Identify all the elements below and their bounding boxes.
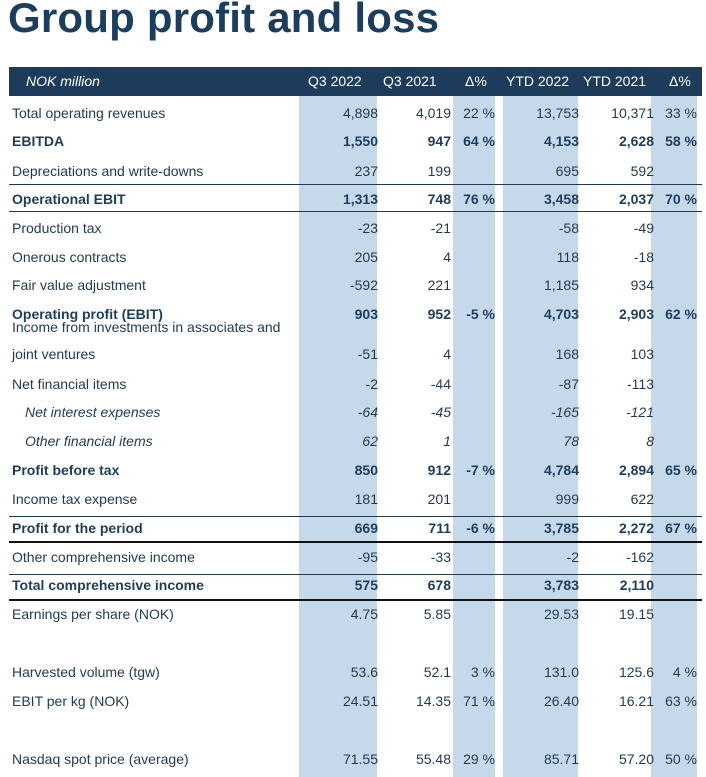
row-value: 70 % [665, 191, 697, 207]
row-label: Total operating revenues [12, 105, 166, 121]
row-value: 669 [354, 520, 378, 536]
row-value: 16.21 [618, 693, 654, 709]
row-label: Income tax expense [12, 491, 138, 507]
row-value: 3 % [470, 664, 495, 680]
table-header [9, 67, 702, 96]
divider [9, 516, 702, 517]
row-value: 10,371 [611, 105, 654, 121]
row-value: 4 [443, 346, 451, 362]
header-ytd-2021: YTD 2021 [583, 73, 647, 89]
row-label: Other comprehensive income [12, 549, 195, 565]
divider [9, 541, 702, 543]
row-value: -5 % [466, 306, 495, 322]
header-q3-2022: Q3 2022 [308, 73, 362, 89]
row-value: 205 [354, 249, 378, 265]
row-value: 4 [443, 249, 451, 265]
row-label: Onerous contracts [12, 249, 127, 265]
row-value: 29.53 [543, 606, 579, 622]
row-value: 1 [443, 433, 451, 449]
row-value: 1,185 [543, 277, 579, 293]
page-title: Group profit and loss [8, 0, 440, 41]
row-value: 748 [427, 191, 451, 207]
row-value: 14.35 [415, 693, 451, 709]
row-value: 2,894 [618, 462, 654, 478]
divider [9, 574, 702, 575]
row-value: 57.20 [618, 751, 654, 767]
row-value: -51 [357, 346, 378, 362]
row-value: -592 [349, 277, 378, 293]
row-value: 4,153 [543, 133, 579, 149]
row-label: EBIT per kg (NOK) [12, 693, 130, 709]
row-value: 118 [556, 249, 579, 265]
row-value: 4 % [672, 664, 697, 680]
header-delta-q3: Δ% [465, 73, 487, 89]
row-value: 22 % [463, 105, 495, 121]
row-value: 622 [630, 491, 654, 507]
row-label: Operating profit (EBIT) [12, 306, 163, 322]
row-value: 64 % [463, 133, 495, 149]
row-value: 2,037 [618, 191, 654, 207]
row-value: 912 [427, 462, 451, 478]
row-value: 71.55 [342, 751, 378, 767]
header-q3-2021: Q3 2021 [383, 73, 437, 89]
row-label: Other financial items [25, 433, 153, 449]
row-value: 19.15 [618, 606, 654, 622]
row-value: 168 [555, 346, 579, 362]
row-value: -162 [625, 549, 654, 565]
row-value: 78 [563, 433, 579, 449]
row-value: 695 [555, 163, 579, 179]
row-value: 201 [427, 491, 451, 507]
divider [9, 211, 702, 212]
row-label: Total comprehensive income [12, 577, 204, 593]
row-value: 237 [354, 163, 378, 179]
row-value: -44 [430, 376, 451, 392]
row-value: -87 [558, 376, 579, 392]
row-value: -58 [558, 220, 579, 236]
row-value: 999 [555, 491, 579, 507]
row-value: 2,628 [618, 133, 654, 149]
row-value: -45 [430, 404, 451, 420]
row-value: -49 [633, 220, 654, 236]
row-value: 4,784 [543, 462, 579, 478]
row-value: 29 % [463, 751, 495, 767]
row-value: 53.6 [350, 664, 378, 680]
row-value: 125.6 [618, 664, 654, 680]
row-label: Nasdaq spot price (average) [12, 751, 189, 767]
row-label: Production tax [12, 220, 102, 236]
row-value: 903 [354, 306, 378, 322]
row-value: 131.0 [543, 664, 579, 680]
row-value: 63 % [665, 693, 697, 709]
row-label: Depreciations and write-downs [12, 163, 204, 179]
row-value: 947 [427, 133, 451, 149]
row-value: 52.1 [423, 664, 451, 680]
header-label: NOK million [26, 73, 100, 89]
row-label: Fair value adjustment [12, 277, 146, 293]
row-label: EBITDA [12, 133, 65, 149]
header-ytd-2022: YTD 2022 [506, 73, 570, 89]
row-value: 3,783 [543, 577, 579, 593]
row-value: -165 [550, 404, 579, 420]
row-value: 71 % [463, 693, 495, 709]
row-value: 26.40 [543, 693, 579, 709]
row-value: -23 [357, 220, 378, 236]
row-label: Income from investments in associates and [12, 319, 281, 335]
row-value: 4,898 [342, 105, 378, 121]
row-value: 199 [427, 163, 451, 179]
row-value: 5.85 [423, 606, 451, 622]
divider [9, 184, 702, 185]
row-value: 221 [427, 277, 451, 293]
row-value: 3,458 [543, 191, 579, 207]
row-value: 850 [354, 462, 378, 478]
row-label: Net financial items [12, 376, 127, 392]
row-value: -18 [633, 249, 654, 265]
row-value: 62 % [665, 306, 697, 322]
row-value: 181 [354, 491, 378, 507]
row-label: Profit before tax [12, 462, 120, 478]
row-value: 592 [630, 163, 654, 179]
row-value: -113 [627, 376, 654, 392]
row-value: 575 [354, 577, 378, 593]
row-value: 2,903 [618, 306, 654, 322]
row-value: -95 [357, 549, 378, 565]
row-label: Profit for the period [12, 520, 143, 536]
row-value: 67 % [665, 520, 697, 536]
row-value: 55.48 [415, 751, 451, 767]
row-value: 62 [362, 433, 378, 449]
row-label: Operational EBIT [12, 191, 126, 207]
row-value: -121 [625, 404, 654, 420]
row-label-continued: joint ventures [12, 346, 96, 362]
row-label: Earnings per share (NOK) [12, 606, 174, 622]
row-value: -2 [365, 376, 378, 392]
row-value: -6 % [466, 520, 495, 536]
row-value: 58 % [665, 133, 697, 149]
row-value: 711 [428, 520, 451, 536]
row-value: -21 [430, 220, 451, 236]
row-value: 934 [630, 277, 654, 293]
row-value: 65 % [665, 462, 697, 478]
row-value: 1,550 [342, 133, 378, 149]
row-value: 76 % [463, 191, 495, 207]
row-value: 952 [427, 306, 451, 322]
row-value: 3,785 [543, 520, 579, 536]
row-value: 2,110 [619, 577, 654, 593]
row-value: 13,753 [536, 105, 579, 121]
row-value: 85.71 [543, 751, 579, 767]
row-value: 103 [630, 346, 654, 362]
row-value: 4,703 [543, 306, 579, 322]
row-label: Harvested volume (tgw) [12, 664, 160, 680]
row-value: -64 [357, 404, 378, 420]
row-value: -33 [430, 549, 451, 565]
divider [9, 599, 702, 601]
row-value: 1,313 [342, 191, 378, 207]
row-label: Net interest expenses [25, 404, 161, 420]
row-value: 33 % [665, 105, 697, 121]
row-value: 4,019 [415, 105, 451, 121]
row-value: -2 [566, 549, 579, 565]
row-value: 2,272 [618, 520, 654, 536]
header-delta-ytd: Δ% [669, 73, 691, 89]
row-value: 678 [427, 577, 451, 593]
row-value: 8 [646, 433, 654, 449]
row-value: 24.51 [342, 693, 378, 709]
row-value: 4.75 [350, 606, 378, 622]
row-value: 50 % [665, 751, 697, 767]
row-value: -7 % [466, 462, 495, 478]
